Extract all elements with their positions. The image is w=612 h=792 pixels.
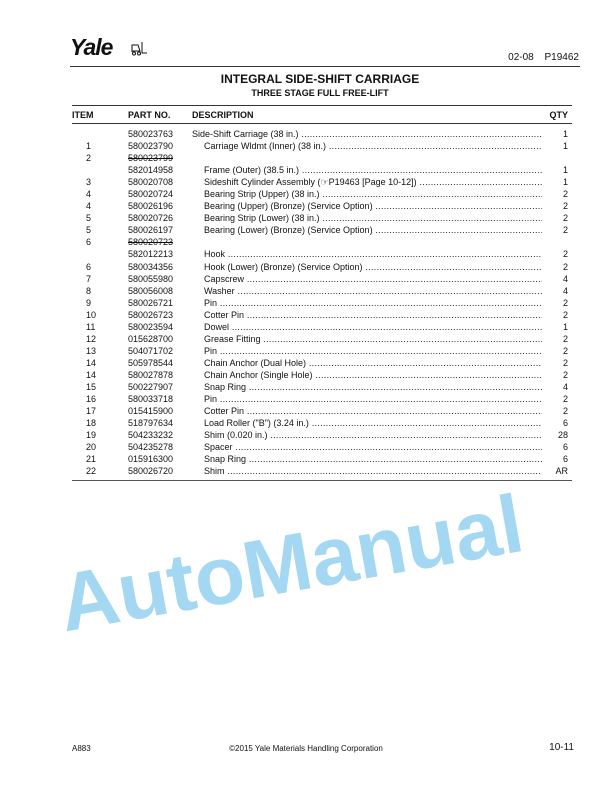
part-number: 580020724	[128, 189, 174, 200]
header-rule	[70, 66, 580, 67]
table-row	[72, 224, 572, 236]
table-row	[72, 345, 572, 357]
description: Cotter Pin .....	[204, 309, 542, 321]
description: Shim (0.020 in.) .....	[204, 429, 542, 441]
footer-code: A883	[72, 744, 91, 753]
part-number: 518797634	[128, 418, 174, 429]
column-header-description: DESCRIPTION	[192, 110, 254, 120]
description: Bearing Strip (Upper) (38 in.) .....	[204, 188, 542, 200]
item-number: 1	[86, 141, 92, 152]
table-row	[72, 369, 572, 381]
table-row	[72, 140, 572, 152]
table-header	[72, 106, 572, 124]
quantity: 2	[562, 357, 568, 368]
description: Load Roller ("B") (3.24 in.) .....	[204, 417, 542, 429]
part-number: 580033718	[128, 394, 174, 405]
table-row	[72, 176, 572, 188]
document-reference: 02-08 P19462	[508, 52, 579, 63]
table-row	[72, 164, 572, 176]
table-row	[72, 128, 572, 140]
item-number: 4	[86, 189, 92, 200]
yale-logo: Yale	[70, 34, 113, 60]
quantity: 2	[562, 394, 568, 405]
item-number: 20	[86, 442, 97, 453]
table-row	[72, 212, 572, 224]
item-number: 3	[86, 177, 92, 188]
watermark: AutoManual	[52, 478, 530, 650]
description: Capscrew .....	[204, 273, 542, 285]
item-number: 10	[86, 309, 97, 320]
item-number: 19	[86, 430, 97, 441]
quantity: 2	[562, 225, 568, 236]
description: Pin .....	[204, 297, 542, 309]
quantity: 2	[562, 406, 568, 417]
description: Pin .....	[204, 345, 542, 357]
description: Frame (Outer) (38.5 in.) .....	[204, 164, 542, 176]
item-number: 16	[86, 394, 97, 405]
column-header-item: ITEM	[72, 110, 94, 120]
quantity: 6	[562, 454, 568, 465]
table-row	[72, 261, 572, 273]
quantity: 4	[562, 273, 568, 284]
page-title: INTEGRAL SIDE-SHIFT CARRIAGE	[220, 72, 420, 86]
quantity: 1	[562, 165, 568, 176]
part-number: 580027878	[128, 369, 174, 380]
item-number: 14	[86, 369, 97, 380]
description: Bearing (Upper) (Bronze) (Service Option) .....	[204, 200, 542, 212]
item-number: 5	[86, 225, 92, 236]
part-number: 505978544	[128, 357, 174, 368]
quantity: 2	[562, 369, 568, 380]
quantity: 1	[562, 129, 568, 139]
table-row	[72, 333, 572, 345]
item-number: 7	[86, 273, 92, 284]
quantity: 4	[562, 285, 568, 296]
forklift-icon	[130, 40, 148, 56]
table-row	[72, 429, 572, 441]
column-header-qty: QTY	[549, 110, 568, 120]
quantity: 2	[562, 189, 568, 200]
quantity: 4	[562, 381, 568, 392]
description: Cotter Pin .....	[204, 405, 542, 417]
table-row	[72, 236, 572, 248]
part-number: 580020726	[128, 213, 174, 224]
quantity: 2	[562, 261, 568, 272]
description: Chain Anchor (Dual Hole) .....	[204, 357, 542, 369]
description: Shim .....	[204, 465, 542, 477]
quantity: 6	[562, 418, 568, 429]
table-row	[72, 297, 572, 309]
quantity: 2	[562, 309, 568, 320]
item-number: 6	[86, 261, 92, 272]
description: Grease Fitting .....	[204, 333, 542, 345]
table-row	[72, 200, 572, 212]
table-body	[72, 124, 572, 481]
part-number: 580023799	[128, 153, 174, 164]
table-row	[72, 248, 572, 260]
part-number: 580026197	[128, 225, 174, 236]
footer-copyright: ©2015 Yale Materials Handling Corporation	[229, 744, 383, 753]
item-number: 18	[86, 418, 97, 429]
part-number: 504233232	[128, 430, 174, 441]
item-number: 2	[86, 153, 92, 164]
quantity: 2	[562, 333, 568, 344]
part-number: 504235278	[128, 442, 174, 453]
part-number: 580023790	[128, 141, 174, 152]
part-number: 500227907	[128, 381, 174, 392]
part-number: 580020708	[128, 177, 174, 188]
description: Hook .....	[204, 248, 542, 260]
description: Washer .....	[204, 285, 542, 297]
part-number: 580026723	[128, 309, 174, 320]
description: Snap Ring .....	[204, 381, 542, 393]
item-number: 21	[86, 454, 97, 465]
quantity: 1	[562, 321, 568, 332]
table-row	[72, 465, 572, 477]
part-number: 580055980	[128, 273, 174, 284]
table-row	[72, 405, 572, 417]
table-row	[72, 441, 572, 453]
table-row	[72, 357, 572, 369]
table-row	[72, 188, 572, 200]
part-number: 580026196	[128, 201, 174, 212]
quantity: 2	[562, 297, 568, 308]
quantity: 2	[562, 249, 568, 260]
table-row	[72, 152, 572, 164]
item-number: 8	[86, 285, 92, 296]
part-number: 504071702	[128, 345, 174, 356]
table-row	[72, 309, 572, 321]
part-number: 582012213	[128, 249, 174, 260]
quantity: 2	[562, 345, 568, 356]
description: Sideshift Cylinder Assembly (☞P19463 [Page 10-12]) .....	[204, 176, 542, 188]
page-subtitle: THREE STAGE FULL FREE-LIFT	[251, 88, 389, 98]
item-number: 14	[86, 357, 97, 368]
part-number: 580023763	[128, 129, 174, 139]
description: Dowel .....	[204, 321, 542, 333]
item-number: 22	[86, 466, 97, 477]
quantity: AR	[555, 466, 568, 477]
description: Side-Shift Carriage (38 in.) .....	[192, 128, 542, 140]
item-number: 12	[86, 333, 97, 344]
description: Carriage Wldmt (Inner) (38 in.) .....	[204, 140, 542, 152]
part-number: 580034356	[128, 261, 174, 272]
item-number: 6	[86, 237, 92, 248]
table-row	[72, 453, 572, 465]
table-row	[72, 381, 572, 393]
description: Bearing (Lower) (Bronze) (Service Option) .....	[204, 224, 542, 236]
page-number: 10-11	[549, 742, 574, 753]
item-number: 11	[86, 321, 96, 332]
description: Bearing Strip (Lower) (38 in.) .....	[204, 212, 542, 224]
part-number: 580056008	[128, 285, 174, 296]
part-number: 582014958	[128, 165, 174, 176]
item-number: 15	[86, 381, 97, 392]
item-number: 13	[86, 345, 97, 356]
quantity: 6	[562, 442, 568, 453]
part-number: 580020723	[128, 237, 174, 248]
quantity: 2	[562, 201, 568, 212]
description: Pin .....	[204, 393, 542, 405]
item-number: 5	[86, 213, 92, 224]
parts-table	[72, 105, 572, 481]
item-number: 9	[86, 297, 92, 308]
item-number: 4	[86, 201, 92, 212]
table-row	[72, 417, 572, 429]
part-number: 580026721	[128, 297, 174, 308]
part-number: 015628700	[128, 333, 174, 344]
description: Hook (Lower) (Bronze) (Service Option) .....	[204, 261, 542, 273]
table-row	[72, 285, 572, 297]
quantity: 1	[562, 177, 568, 188]
table-row	[72, 321, 572, 333]
quantity: 28	[557, 430, 568, 441]
part-number: 015415900	[128, 406, 174, 417]
part-number: 580023594	[128, 321, 174, 332]
quantity: 1	[562, 141, 568, 152]
description: Spacer .....	[204, 441, 542, 453]
description: Snap Ring .....	[204, 453, 542, 465]
table-row	[72, 273, 572, 285]
description: Chain Anchor (Single Hole) .....	[204, 369, 542, 381]
part-number: 015916300	[128, 454, 174, 465]
item-number: 17	[86, 406, 97, 417]
part-number: 580026720	[128, 466, 174, 477]
quantity: 2	[562, 213, 568, 224]
column-header-part: PART NO.	[128, 110, 171, 120]
table-row	[72, 393, 572, 405]
